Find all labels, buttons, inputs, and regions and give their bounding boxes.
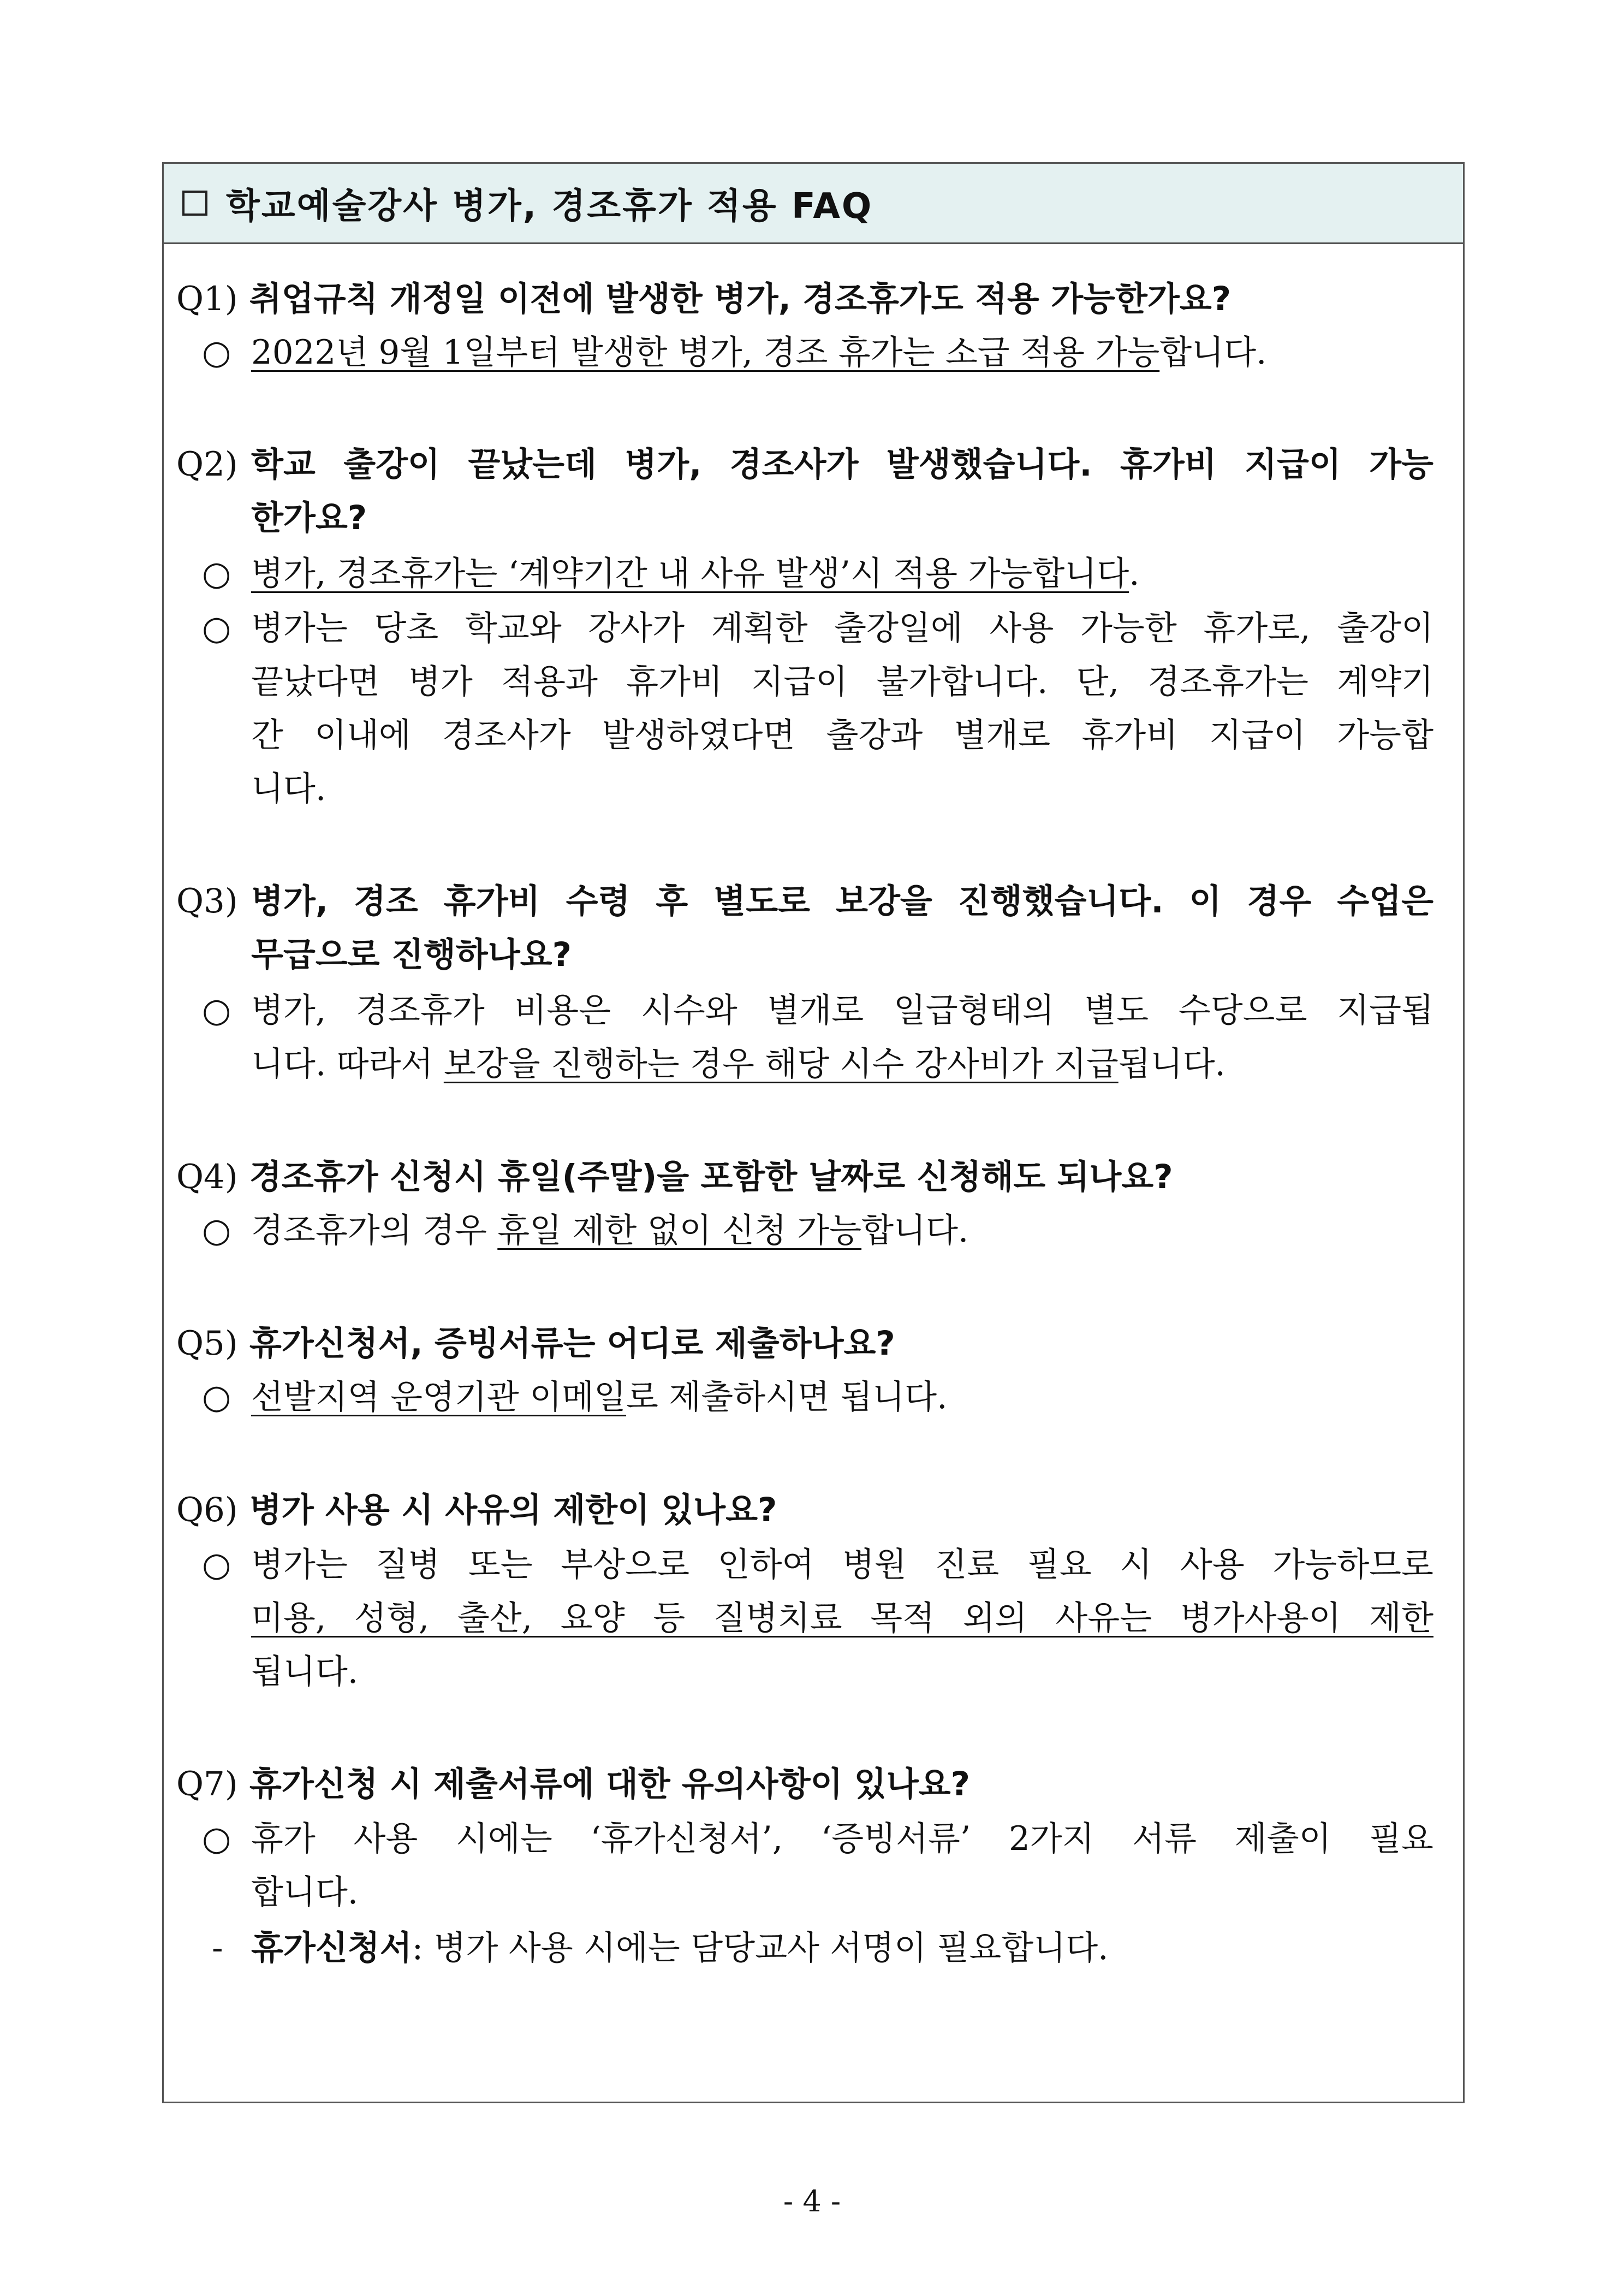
page-number: - 4 -	[783, 2184, 841, 2218]
question-q7: Q7) 휴가신청 시 제출서류에 대한 유의사항이 있나요?	[176, 1765, 970, 1803]
bullet-icon: ○	[202, 554, 231, 593]
question-q1: Q1) 취업규칙 개정일 이전에 발생한 병가, 경조휴가도 적용 가능한가요?	[176, 280, 1232, 318]
bullet-icon: ○	[202, 1211, 231, 1250]
checkbox-square-icon	[182, 191, 207, 216]
faq-box: 학교예술강사 병가, 경조휴가 적용 FAQ Q1) 취업규칙 개정일 이전에 발생한 병가, 경조휴가도 적용 가능한가요? ○ 2022년 9월 1일부터 발생한 병가, 경조 휴가는 소급 적용 가능합니다. Q2) 학교 출강이 끝났는데 병가, 경조사가 발생했습니다. 휴가비 지급이 가능 한가요? ○ 병가, 경조휴가는 ‘계약기간 내 사유 발생’시 적용 가능합니다. ○ 병가는 당초 학교와 강사가 계획한 출강일에 사용 가능한 휴가로, 출강이 끝났다면 병가 적용과 휴가비 지급이 불가합니다. 단, 경조휴가는 계약기 간 이내에 경조사가 발생하였다면 출강과 별개로 휴가비 지급이 가능합 니다. Q3) 병가, 경조 휴가비 수령 후 별도로 보강을 진행했습니다. 이 경우 수업은 무급으로 진행하나요? ○ 병가, 경조휴가 비용은 시수와 별개로 일급형태의 별도 수당으로 지급됩 니다. 따라서 보강을 진행하는 경우 해당 시수 강사비가 지급됩니다. Q4) 경조휴가 신청시 휴일(주말)을 포함한 날짜로 신청해도 되나요? ○ 경조휴가의 경우 휴일 제한 없이 신청 가능합니다. Q5) 휴가신청서, 증빙서류는 어디로 제출하나요? ○ 선발지역 운영기관 이메일로 제출하시면 됩니다. Q6) 병가 사용 시 사유의 제한이 있나요? ○ 병가는 질병 또는 부상으로 인하여 병원 진료 필요 시 사용 가능하므로 미용, 성형, 출산, 요양 등 질병치료 목적 외의 사유는 병가사용이 제한 됩니다. Q7) 휴가신청 시 제출서류에 대한 유의사항이 있나요? ○ 휴가 사용 시에는 ‘휴가신청서’, ‘증빙서류’ 2가지 서류 제출이 필요 합니다. - 휴가신청서: 병가 사용 시에는 담당교사 서명이 필요합니다.	[162, 162, 1465, 2103]
question-q2-cont: 한가요?	[251, 499, 367, 537]
question-q5: Q5) 휴가신청서, 증빙서류는 어디로 제출하나요?	[176, 1324, 895, 1363]
bullet-icon: ○	[202, 609, 231, 648]
answer-q6-line2: 미용, 성형, 출산, 요양 등 질병치료 목적 외의 사유는 병가사용이 제한	[251, 1599, 1433, 1638]
answer-q3-line2: 니다. 따라서 보강을 진행하는 경우 해당 시수 강사비가 지급됩니다.	[251, 1045, 1226, 1083]
answer-q6-line3: 됩니다.	[251, 1652, 359, 1691]
answer-q2-2-line4: 니다.	[251, 769, 326, 808]
bullet-icon: ○	[202, 991, 231, 1030]
answer-q7-line2: 합니다.	[251, 1873, 359, 1912]
faq-title-bar	[164, 164, 1463, 244]
faq-title: 학교예술강사 병가, 경조휴가 적용 FAQ	[226, 186, 873, 227]
question-q4: Q4) 경조휴가 신청시 휴일(주말)을 포함한 날짜로 신청해도 되나요?	[176, 1158, 1173, 1196]
bullet-icon: ○	[202, 1545, 231, 1584]
question-q6: Q6) 병가 사용 시 사유의 제한이 있나요?	[176, 1491, 777, 1529]
bullet-icon: ○	[202, 1378, 231, 1416]
question-q3-cont: 무급으로 진행하나요?	[251, 935, 572, 974]
question-q2: Q2) 학교 출강이 끝났는데 병가, 경조사가 발생했습니다. 휴가비 지급이 가능	[176, 445, 1433, 484]
answer-q2-2-line2: 끝났다면 병가 적용과 휴가비 지급이 불가합니다. 단, 경조휴가는 계약기	[251, 662, 1433, 701]
bullet-icon: ○	[202, 1819, 231, 1858]
bullet-icon: ○	[202, 333, 231, 372]
answer-q2-2-line3: 간 이내에 경조사가 발생하였다면 출강과 별개로 휴가비 지급이 가능합	[251, 716, 1433, 755]
dash-icon: -	[212, 1929, 223, 1967]
